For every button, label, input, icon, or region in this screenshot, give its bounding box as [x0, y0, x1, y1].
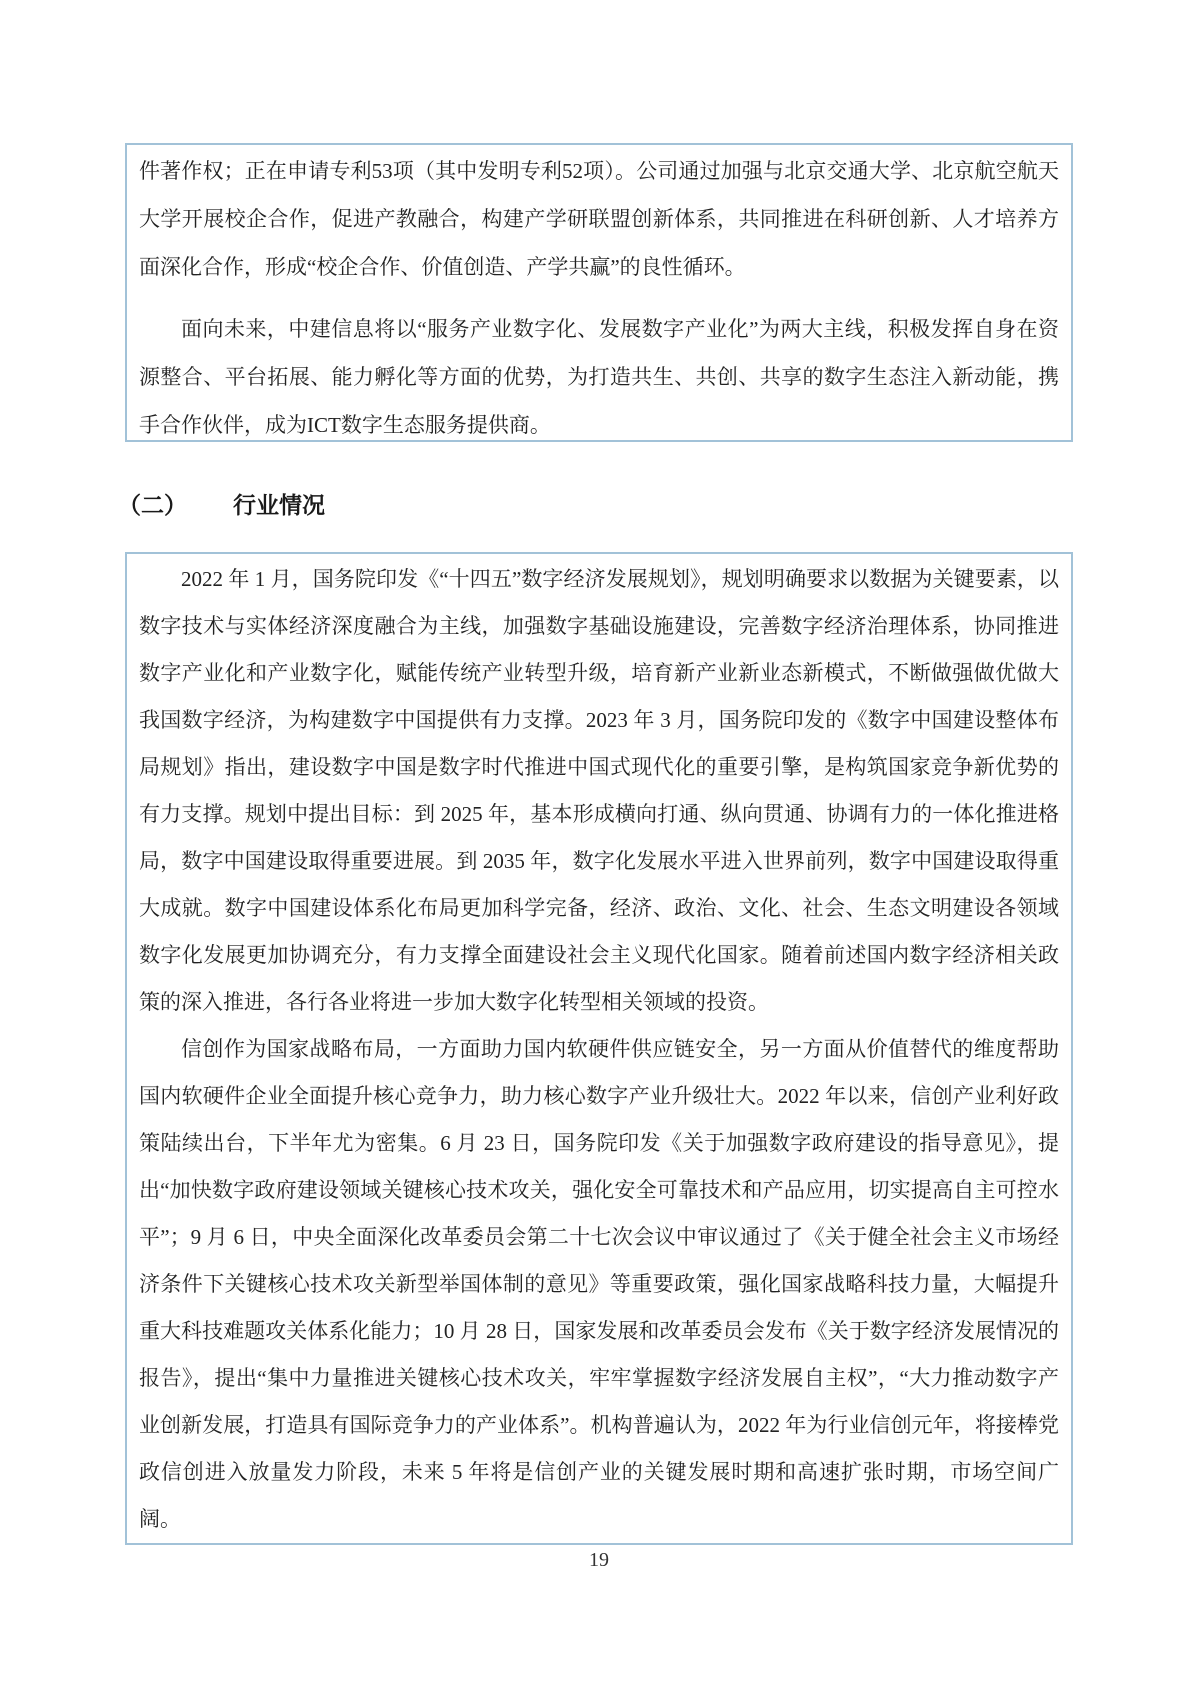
page-number: 19 [589, 1549, 609, 1571]
company-intro-text-box [125, 143, 1073, 442]
intro-paragraph-future: 面向未来，中建信息将以“服务产业数字化、发展数字产业化”为两大主线，积极发挥自身在资源整合、平台拓展、能力孵化等方面的优势，为打造共生、共创、共享的数字生态注入新动能，携手合作伙伴，成为ICT数字生态服务提供商。 [139, 317, 1059, 437]
industry-paragraph-xinchuang: 信创作为国家战略布局，一方面助力国内软硬件供应链安全，另一方面从价值替代的维度帮助国内软硬件企业全面提升核心竞争力，助力核心数字产业升级壮大。2022 年以来，信创产业利好政策陆续出台，下半年尤为密集。6 月 23 日，国务院印发《关于加强数字政府建设的指导意见》，提出“加快数字政府建设领域关键核心技术攻关，强化安全可靠技术和产品应用，切实提高自主可控水平”；9 月 6 日，中央全面深化改革委员会第二十七次会议中审议通过了《关于健全社会主义市场经济条件下关键核心技术攻关新型举国体制的意见》等重要政策，强化国家战略科技力量，大幅提升重大科技难题攻关体系化能力；10 月 28 日，国家发展和改革委员会发布《关于数字经济发展情况的报告》，提出“集中力量推进关键核心技术攻关，牢牢掌握数字经济发展自主权”，“大力推动数字产业创新发展，打造具有国际竞争力的产业体系”。机构普遍认为，2022 年为行业信创元年，将接棒党政信创进入放量发力阶段，未来 5 年将是信创产业的关键发展时期和高速扩张时期，市场空间广阔。 [139, 1037, 1059, 1531]
industry-paragraph-building-materials [139, 1543, 1059, 1545]
intro-paragraph-continued: 件著作权；正在申请专利53项（其中发明专利52项）。公司通过加强与北京交通大学、北京航空航天大学开展校企合作，促进产教融合，构建产学研联盟创新体系，共同推进在科研创新、人才培养方面深化合作，形成“校企合作、价值创造、产学共赢”的良性循环。 [139, 159, 1059, 279]
industry-paragraph-policy: 2022 年 1 月，国务院印发《“十四五”数字经济发展规划》，规划明确要求以数据为关键要素，以数字技术与实体经济深度融合为主线，加强数字基础设施建设，完善数字经济治理体系，协同推进数字产业化和产业数字化，赋能传统产业转型升级，培育新产业新业态新模式，不断做强做优做大我国数字经济，为构建数字中国提供有力支撑。2023 年 3 月，国务院印发的《数字中国建设整体布局规划》指出，建设数字中国是数字时代推进中国式现代化的重要引擎，是构筑国家竞争新优势的有力支撑。规划中提出目标：到 2025 年，基本形成横向打通、纵向贯通、协调有力的一体化推进格局，数字中国建设取得重要进展。到 2035 年，数字化发展水平进入世界前列，数字中国建设取得重大成就。数字中国建设体系化布局更加科学完备，经济、政治、文化、社会、生态文明建设各领域数字化发展更加协调充分，有力支撑全面建设社会主义现代化国家。随着前述国内数字经济相关政策的深入推进，各行各业将进一步加大数字化转型相关领域的投资。 [139, 567, 1059, 1014]
section-numbering: （二） [118, 493, 187, 518]
industry-overview-text-box [125, 552, 1073, 1545]
section-title: 行业情况 [233, 493, 325, 518]
section-heading [118, 487, 325, 520]
